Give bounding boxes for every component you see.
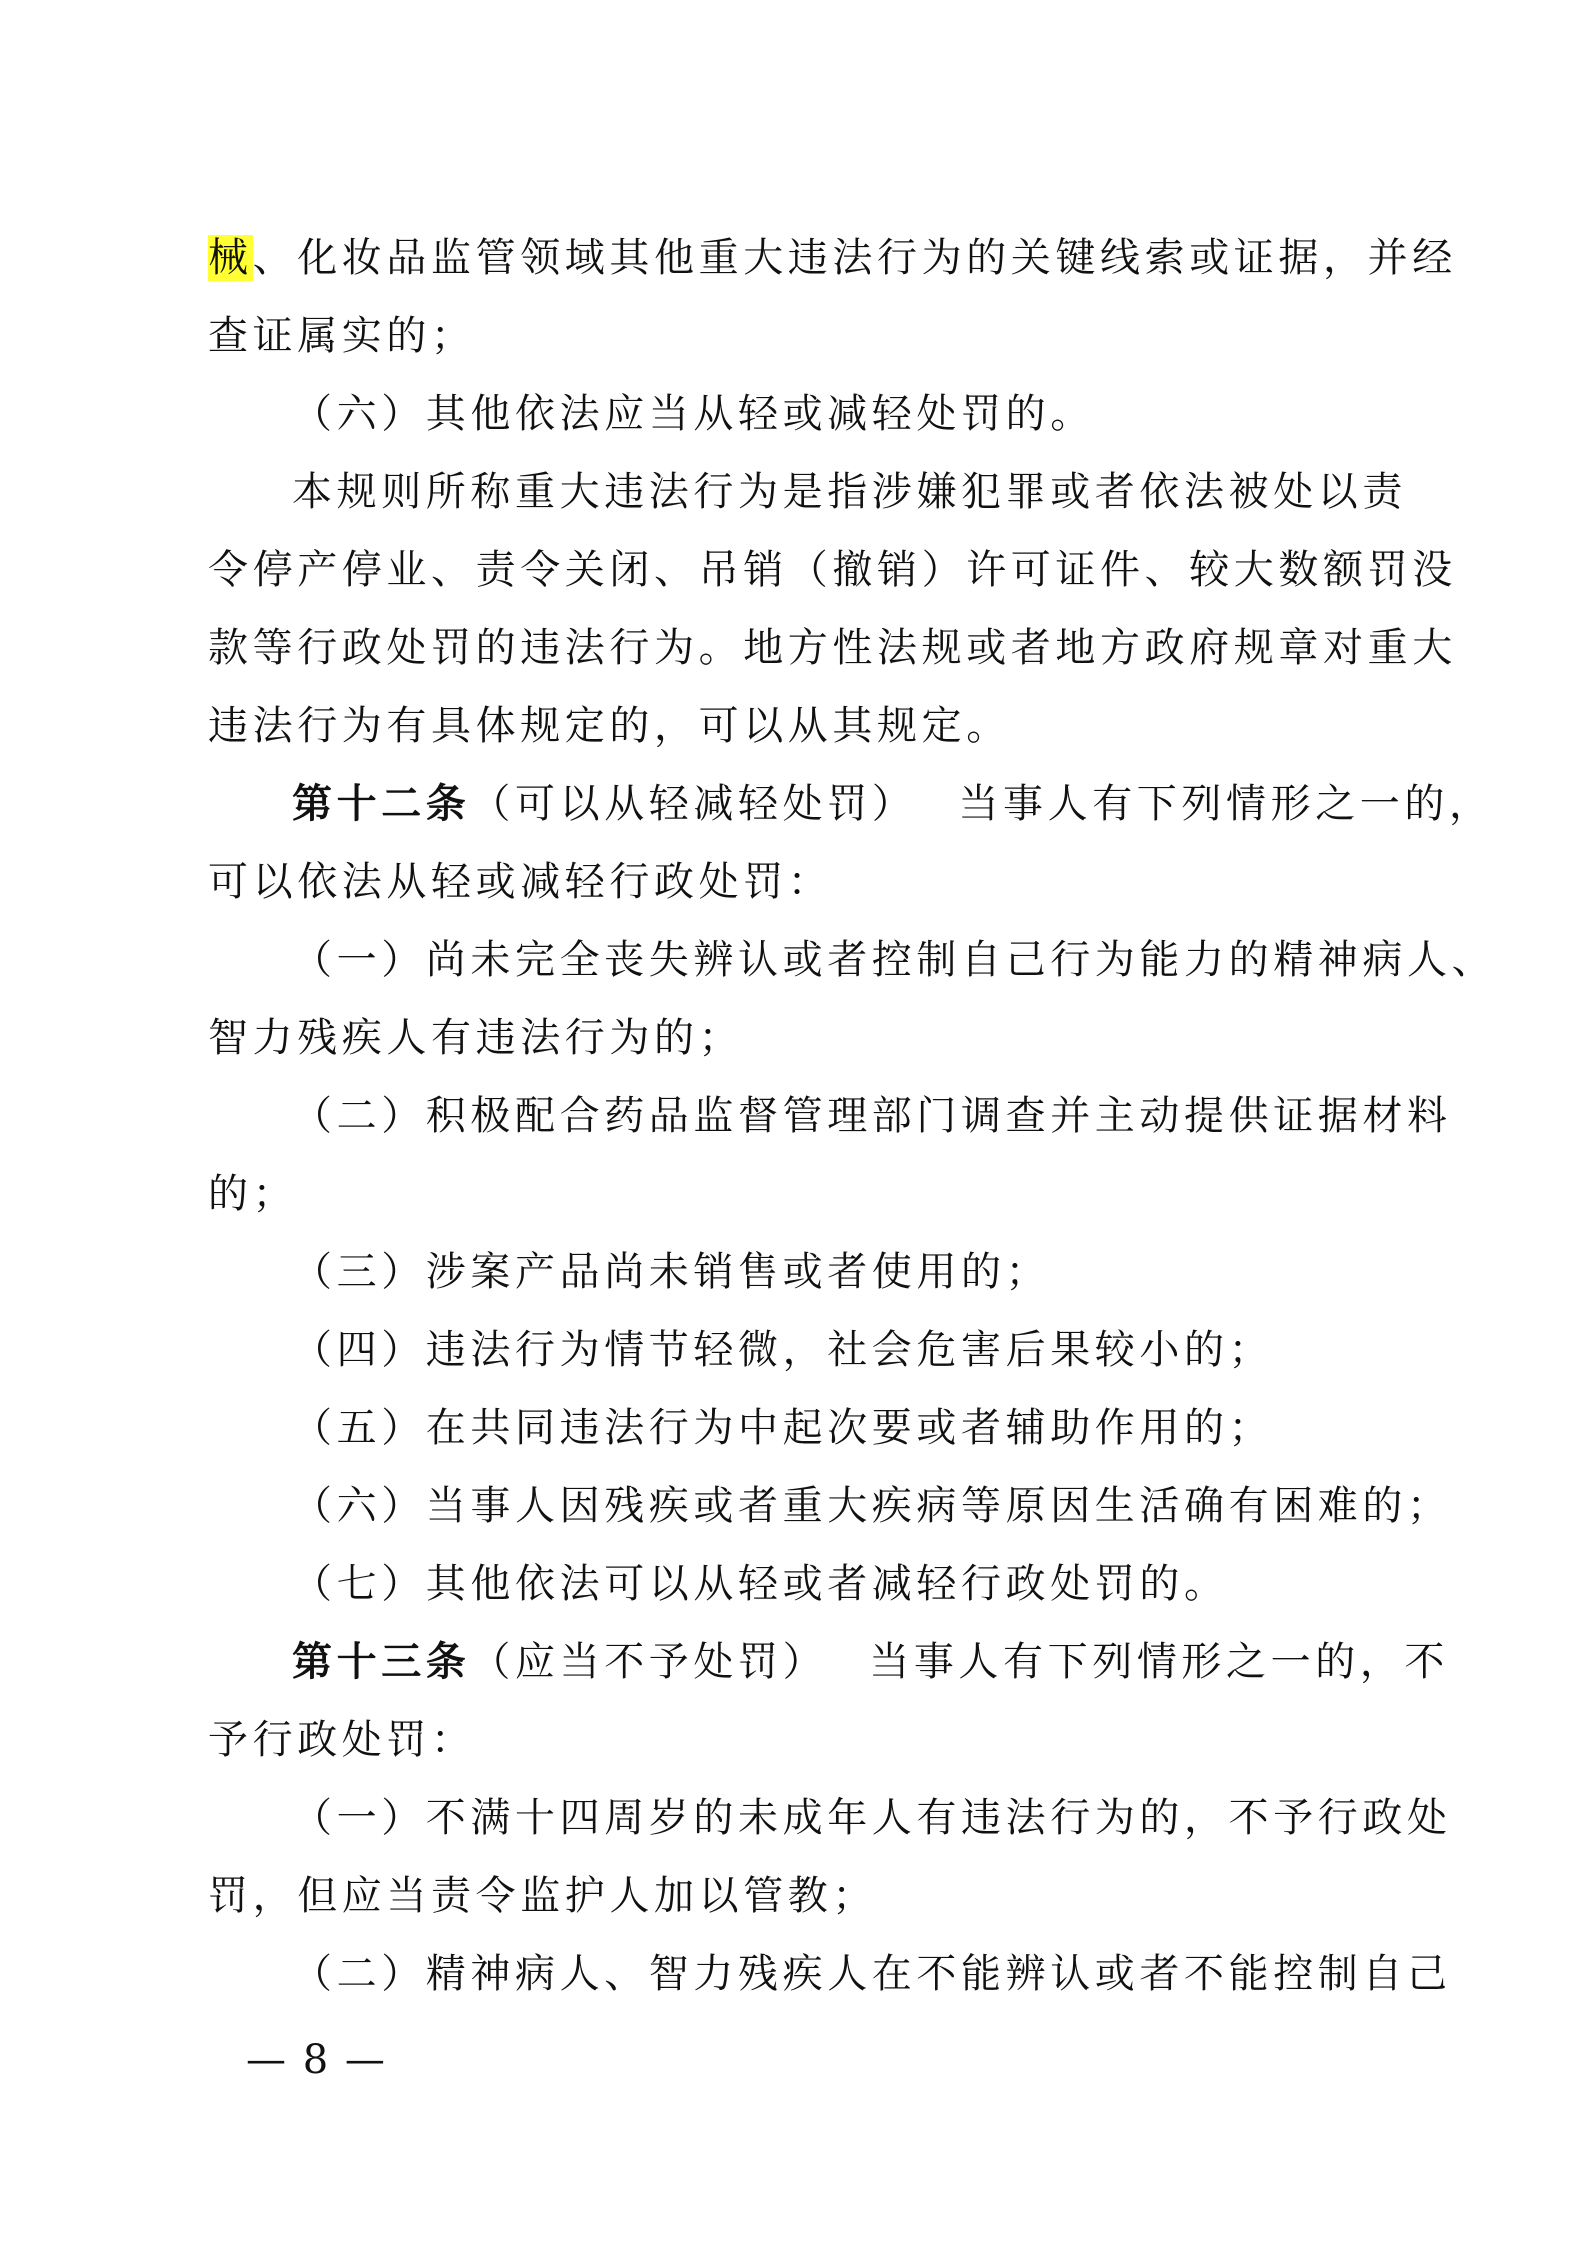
clause-item [208, 1561, 1386, 1642]
article-number: 第十二条 [292, 780, 471, 827]
article-title: （可以从轻减轻处罚） [470, 781, 917, 827]
line-text: 当事人有下列情形之一的， [958, 781, 1494, 827]
line-text: 罚，但应当责令监护人加以管教； [208, 1873, 877, 1919]
highlighted-text: 械 [208, 235, 253, 281]
line-text: （二）精神病人、智力残疾人在不能辨认或者不能控制自己 [292, 1951, 1452, 1997]
line-text: （五）在共同违法行为中起次要或者辅助作用的； [292, 1405, 1274, 1451]
line-text: 予行政处罚： [208, 1717, 476, 1763]
clause-item [208, 937, 1497, 1018]
clause-item [208, 1405, 1386, 1486]
clause-item [208, 1327, 1386, 1408]
document-body [208, 235, 1497, 2032]
clause-item [208, 391, 1386, 472]
paragraph-start [208, 469, 1407, 550]
line-text: 令停产停业、责令关闭、吊销（撤销）许可证件、较大数额罚没 [208, 547, 1457, 593]
article-heading-line [208, 780, 1494, 862]
line-text: （四）违法行为情节轻微，社会危害后果较小的； [292, 1327, 1274, 1373]
line-text: （三）涉案产品尚未销售或者使用的； [292, 1249, 1051, 1295]
line-text: （六）其他依法应当从轻或减轻处罚的。 [292, 391, 1095, 437]
line-text: 智力残疾人有违法行为的； [208, 1015, 744, 1061]
text-line [208, 1717, 1386, 1798]
line-text: （一）尚未完全丧失辨认或者控制自己行为能力的精神病人、 [292, 937, 1497, 983]
text-line [208, 1171, 1386, 1252]
line-text: 查证属实的； [208, 313, 476, 359]
clause-item [208, 1093, 1452, 1174]
text-line [208, 703, 1386, 784]
page-number: — 8 — [246, 2037, 387, 2083]
text-line [208, 1015, 1386, 1096]
text-line [208, 1873, 1386, 1954]
line-text: （六）当事人因残疾或者重大疾病等原因生活确有困难的； [292, 1483, 1452, 1529]
text-line [208, 313, 1386, 394]
line-text: 可以依法从轻或减轻行政处罚： [208, 859, 833, 905]
clause-item [208, 1249, 1386, 1330]
text-line [208, 235, 1457, 316]
line-text: 款等行政处罚的违法行为。地方性法规或者地方政府规章对重大 [208, 625, 1457, 671]
article-heading-line [208, 1638, 1450, 1720]
line-text: 本规则所称重大违法行为是指涉嫌犯罪或者依法被处以责 [292, 469, 1407, 515]
article-title: （应当不予处罚） [470, 1639, 828, 1685]
clause-item [208, 1951, 1452, 2032]
line-text: （二）积极配合药品监督管理部门调查并主动提供证据材料 [292, 1093, 1452, 1139]
text-line [208, 625, 1457, 706]
line-text: 、化妆品监管领域其他重大违法行为的关键线索或证据，并经 [252, 235, 1457, 281]
line-text: 的； [208, 1171, 298, 1217]
text-line [208, 547, 1457, 628]
line-text: 当事人有下列情形之一的，不 [869, 1639, 1450, 1685]
clause-item [208, 1483, 1452, 1564]
line-text: （一）不满十四周岁的未成年人有违法行为的，不予行政处 [292, 1795, 1452, 1841]
line-text: 违法行为有具体规定的，可以从其规定。 [208, 703, 1011, 749]
article-number: 第十三条 [292, 1638, 471, 1685]
text-line [208, 859, 1386, 940]
line-text: （七）其他依法可以从轻或者减轻行政处罚的。 [292, 1561, 1229, 1607]
clause-item [208, 1795, 1452, 1876]
